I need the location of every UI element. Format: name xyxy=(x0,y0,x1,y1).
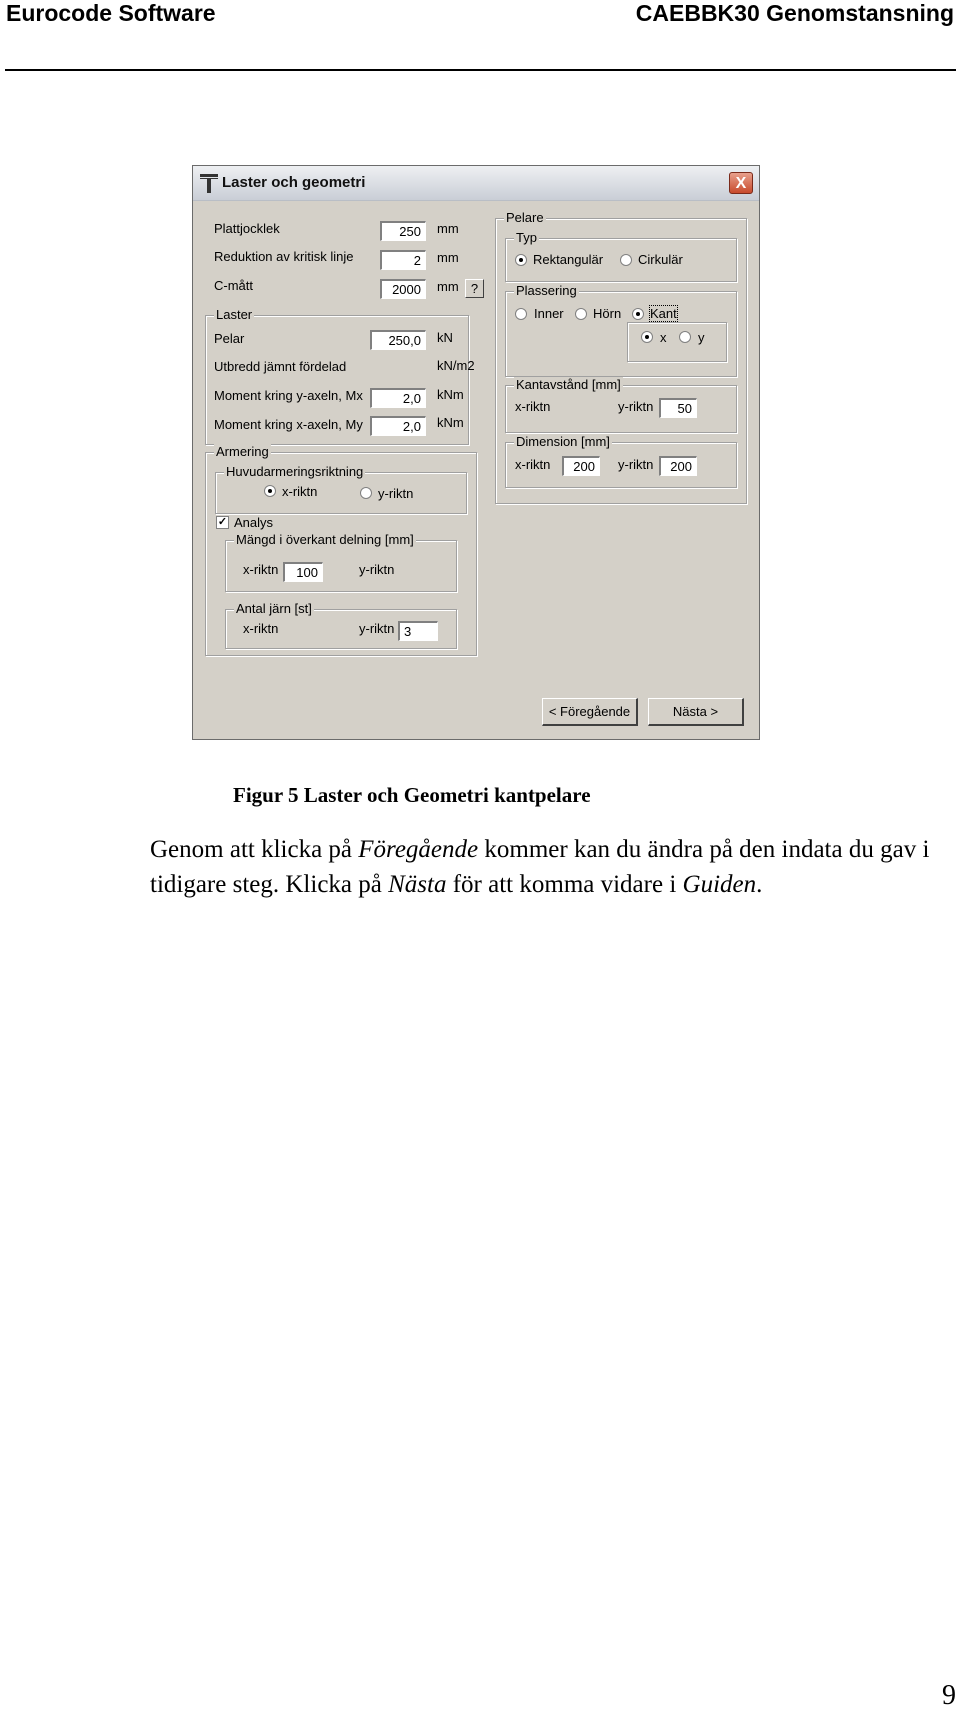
mx-unit: kNm xyxy=(437,387,464,402)
antal-group-title: Antal järn [st] xyxy=(236,601,312,616)
reduktion-input[interactable]: 2 xyxy=(380,250,426,270)
paragraph-text-1: Genom att klicka på xyxy=(150,836,359,863)
plattjocklek-unit: mm xyxy=(437,221,459,236)
reduktion-label: Reduktion av kritisk linje xyxy=(214,249,354,264)
typ-rektangular-radio[interactable] xyxy=(515,254,527,266)
my-label: Moment kring x-axeln, My xyxy=(214,417,363,432)
next-button[interactable]: Nästa > xyxy=(648,698,744,726)
placering-horn-label: Hörn xyxy=(593,306,622,321)
close-button[interactable]: X xyxy=(729,172,753,194)
pelar-input[interactable]: 250,0 xyxy=(370,330,426,350)
axis-y-label: y xyxy=(698,330,705,345)
placering-inner-radio[interactable] xyxy=(515,308,527,320)
page-number: 9 xyxy=(942,1680,956,1711)
app-icon xyxy=(199,172,219,194)
mangd-group-title: Mängd i överkant delning [mm] xyxy=(236,532,414,547)
kantavstand-y-input[interactable]: 50 xyxy=(659,398,697,418)
armering-group-title: Armering xyxy=(216,444,269,459)
dimension-y-input[interactable]: 200 xyxy=(659,456,697,476)
pelar-label: Pelar xyxy=(214,331,245,346)
typ-group-title: Typ xyxy=(516,230,537,245)
dialog-titlebar xyxy=(193,166,759,201)
mangd-y-label: y-riktn xyxy=(359,562,395,577)
mx-label: Moment kring y-axeln, Mx xyxy=(214,388,363,403)
kantavstand-x-label: x-riktn xyxy=(515,399,551,414)
huvud-y-label: y-riktn xyxy=(378,486,414,501)
pelare-group-title: Pelare xyxy=(506,210,544,225)
typ-rektangular-label: Rektangulär xyxy=(533,252,604,267)
typ-cirkular-radio[interactable] xyxy=(620,254,632,266)
paragraph-text-3: för att komma vidare i xyxy=(446,871,683,898)
my-unit: kNm xyxy=(437,415,464,430)
cmatt-help-button[interactable]: ? xyxy=(465,279,484,298)
plattjocklek-label: Plattjocklek xyxy=(214,221,280,236)
huvud-group xyxy=(215,464,467,514)
dimension-x-label: x-riktn xyxy=(515,457,551,472)
placering-group-title: Plassering xyxy=(516,283,577,298)
utbredd-unit: kN/m2 xyxy=(437,358,475,373)
antal-y-input[interactable]: 3 xyxy=(398,621,438,641)
placering-inner-label: Inner xyxy=(534,306,564,321)
header-left: Eurocode Software xyxy=(6,0,216,26)
reduktion-unit: mm xyxy=(437,250,459,265)
paragraph-text-4: . xyxy=(756,871,763,898)
huvud-x-radio[interactable] xyxy=(264,485,276,497)
mx-input[interactable]: 2,0 xyxy=(370,388,426,408)
dialog-title: Laster och geometri xyxy=(222,174,366,191)
dimension-x-input[interactable]: 200 xyxy=(562,456,600,476)
cmatt-input[interactable]: 2000 xyxy=(380,279,426,299)
analys-checkbox[interactable]: ✓ xyxy=(217,516,228,528)
placering-kant-radio[interactable] xyxy=(632,308,644,320)
axis-y-radio[interactable] xyxy=(679,331,691,343)
dimension-group-title: Dimension [mm] xyxy=(516,434,610,449)
placering-axis-group xyxy=(627,322,727,362)
antal-x-label: x-riktn xyxy=(243,621,279,636)
paragraph-emphasis-nasta: Nästa xyxy=(388,871,447,898)
previous-button[interactable]: < Föregående xyxy=(542,698,638,726)
my-input[interactable]: 2,0 xyxy=(370,416,426,436)
huvud-y-radio[interactable] xyxy=(360,487,372,499)
dimension-y-label: y-riktn xyxy=(618,457,654,472)
kantavstand-group-title: Kantavstånd [mm] xyxy=(516,377,621,392)
utbredd-label: Utbredd jämnt fördelad xyxy=(214,359,347,374)
kantavstand-y-label: y-riktn xyxy=(618,399,654,414)
typ-cirkular-label: Cirkulär xyxy=(638,252,683,267)
antal-y-label: y-riktn xyxy=(359,621,395,636)
body-paragraph xyxy=(150,832,940,902)
huvud-group-title: Huvudarmeringsriktning xyxy=(226,464,364,479)
pelar-unit: kN xyxy=(437,330,453,345)
analys-label: Analys xyxy=(234,515,274,530)
dialog-laster-och-geometri xyxy=(192,165,760,740)
plattjocklek-input[interactable]: 250 xyxy=(380,221,426,241)
laster-group-title: Laster xyxy=(216,307,253,322)
mangd-x-label: x-riktn xyxy=(243,562,279,577)
figure-caption: Figur 5 Laster och Geometri kantpelare xyxy=(233,783,591,807)
cmatt-label: C-mått xyxy=(214,278,253,293)
huvud-x-label: x-riktn xyxy=(282,484,318,499)
mangd-x-input[interactable]: 100 xyxy=(283,562,323,582)
axis-x-radio[interactable] xyxy=(641,331,653,343)
paragraph-text-2: kommer kan du ändra på den indata du gav i tidigare steg. Klicka på xyxy=(150,836,930,898)
axis-x-label: x xyxy=(660,330,667,345)
cmatt-unit: mm xyxy=(437,279,459,294)
paragraph-emphasis-guiden: Guiden xyxy=(682,871,757,898)
header-rule xyxy=(5,69,956,71)
placering-horn-radio[interactable] xyxy=(575,308,587,320)
paragraph-emphasis-foregaende: Föregående xyxy=(358,836,479,863)
header-right: CAEBBK30 Genomstansning xyxy=(635,0,954,26)
placering-kant-label: Kant xyxy=(650,306,677,321)
